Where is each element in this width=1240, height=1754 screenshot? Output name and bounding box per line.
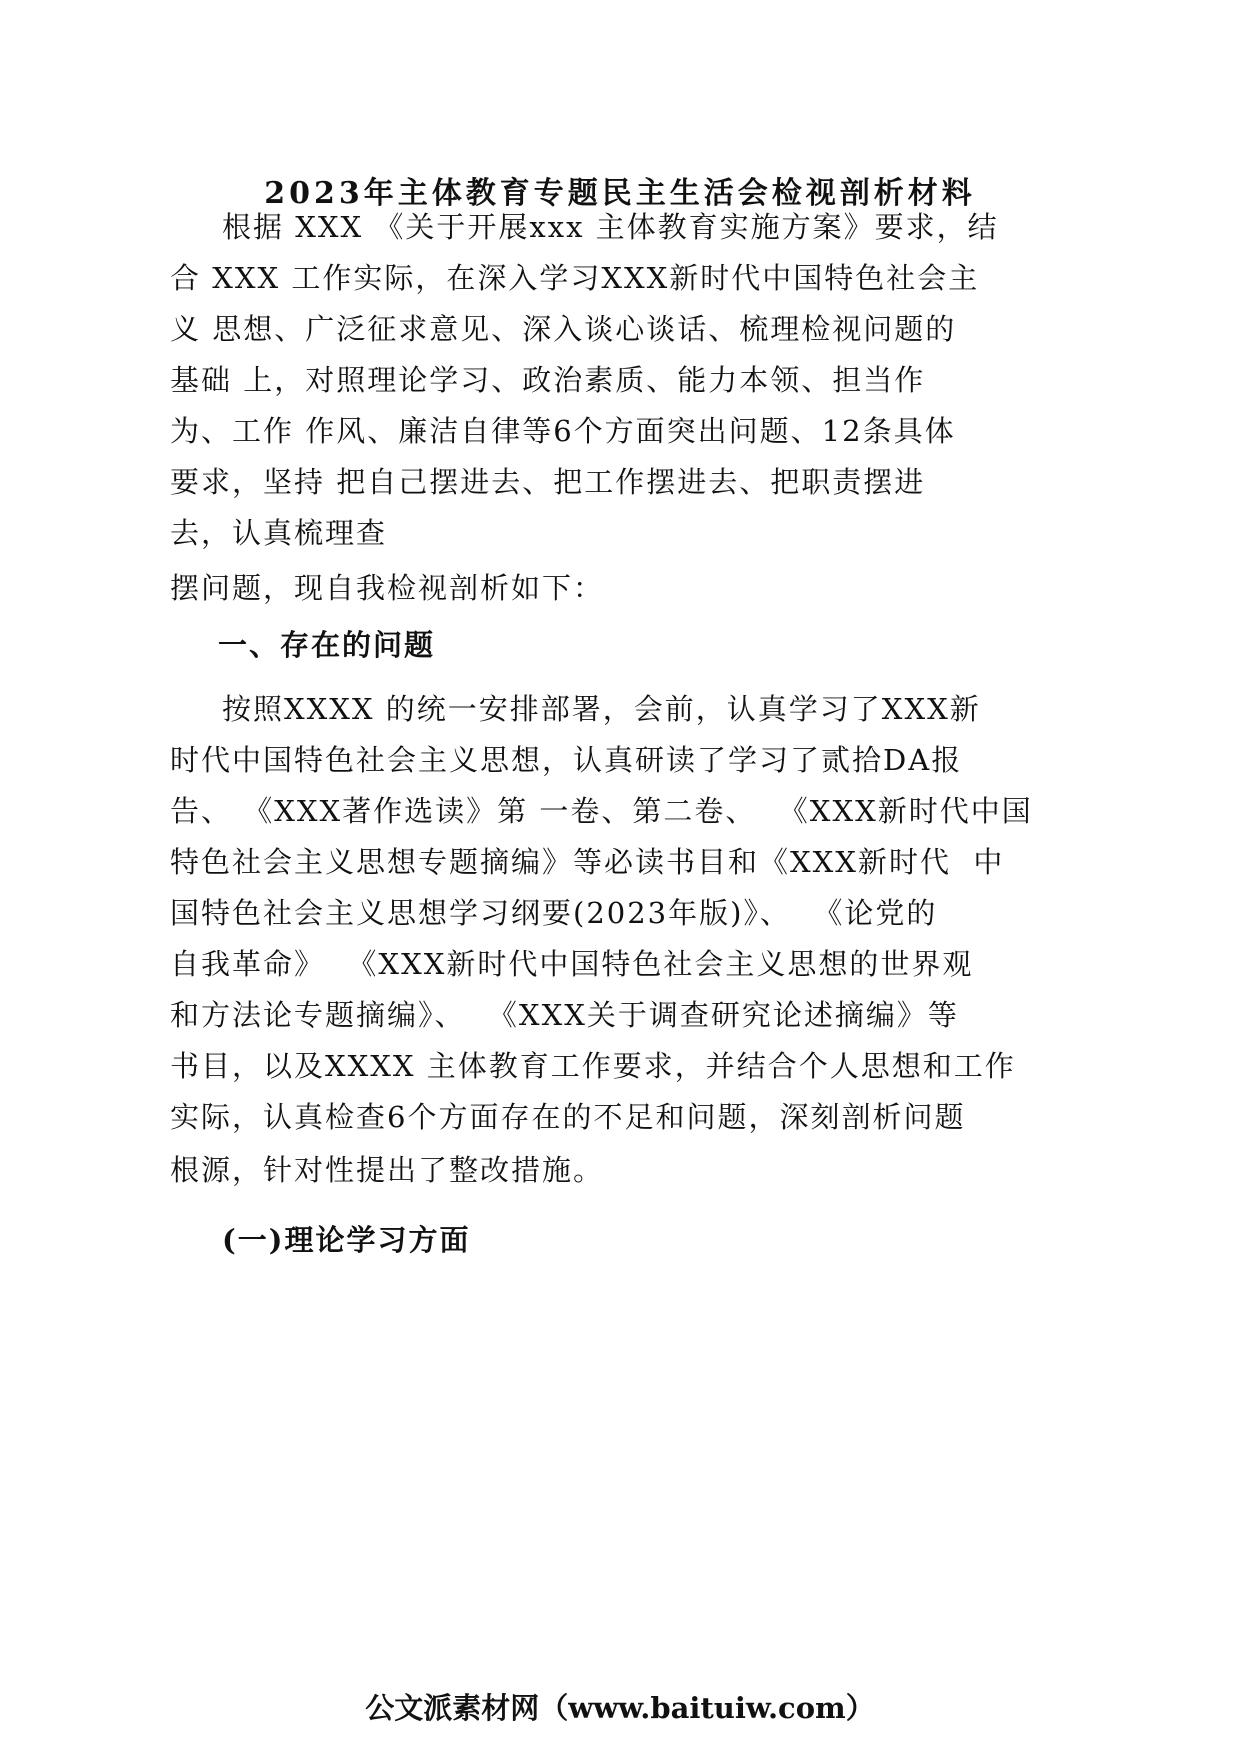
section1-line-9: 实际，认真检查6个方面存在的不足和问题，深刻剖析问题 — [170, 1100, 966, 1134]
footer-watermark-text: 公文派素材网（www.baituiw.com） — [365, 1691, 875, 1725]
section1-line-4: 特色社会主义思想专题摘编》等必读书目和《XXX新时代 中 — [170, 845, 1005, 879]
intro-line-5: 为、工作 作风、廉洁自律等6个方面突出问题、12条具体 — [170, 414, 956, 448]
section1-line-8: 书目，以及XXXX 主体教育工作要求，并结合个人思想和工作 — [170, 1049, 1016, 1083]
subsection-heading-theory-study: (一)理论学习方面 — [222, 1223, 471, 1257]
intro-line-4: 基础 上，对照理论学习、政治素质、能力本领、担当作 — [170, 363, 926, 397]
document-title: 2023年主体教育专题民主生活会检视剖析材料 — [264, 176, 976, 211]
intro-line-2: 合 XXX 工作实际，在深入学习XXX新时代中国特色社会主 — [170, 261, 980, 295]
section1-line-1: 按照XXXX 的统一安排部署，会前，认真学习了XXX新 — [222, 692, 981, 726]
section1-line-6: 自我革命》 《XXX新时代中国特色社会主义思想的世界观 — [170, 947, 974, 981]
section1-line-7: 和方法论专题摘编》、 《XXX关于调查研究论述摘编》等 — [170, 998, 959, 1032]
intro-line-8: 摆问题，现自我检视剖析如下： — [170, 571, 605, 605]
section1-line-5: 国特色社会主义思想学习纲要(2023年版)》、 《论党的 — [170, 896, 938, 930]
intro-line-3: 义 思想、广泛征求意见、深入谈心谈话、梳理检视问题的 — [170, 312, 957, 346]
section1-line-10: 根源，针对性提出了整改措施。 — [170, 1153, 605, 1187]
intro-line-7: 去，认真梳理查 — [170, 516, 388, 550]
intro-line-1: 根据 XXX 《关于开展xxx 主体教育实施方案》要求，结 — [222, 210, 999, 244]
section-heading-problems: 一、存在的问题 — [218, 628, 436, 662]
section1-line-2: 时代中国特色社会主义思想，认真研读了学习了贰拾DA报 — [170, 743, 963, 777]
intro-line-6: 要求，坚持 把自己摆进去、把工作摆进去、把职责摆进 — [170, 465, 926, 499]
section1-line-3: 告、 《XXX著作选读》第 一卷、第二卷、 《XXX新时代中国 — [170, 794, 1033, 828]
